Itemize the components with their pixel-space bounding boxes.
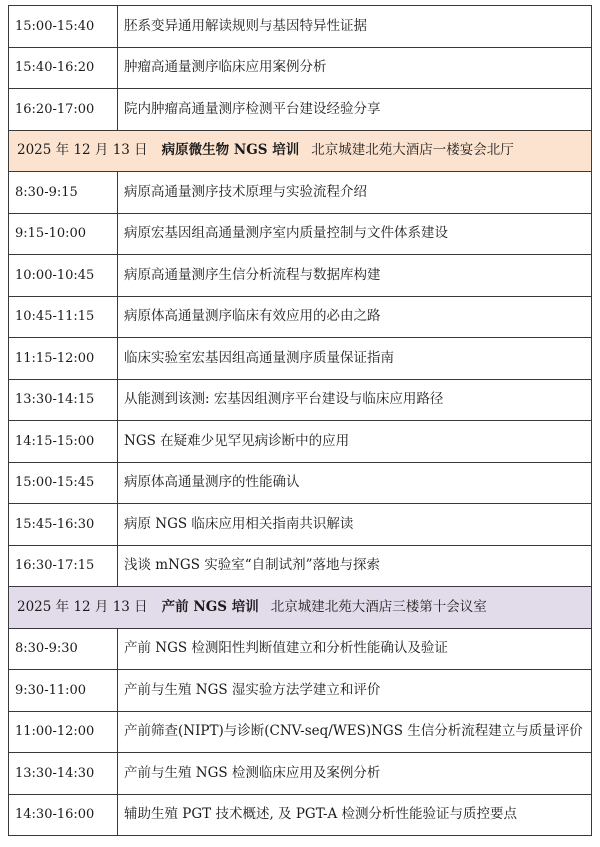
- session-topic: 病原高通量测序技术原理与实验流程介绍: [118, 172, 592, 214]
- session-time: 15:00-15:40: [9, 6, 118, 48]
- schedule-sheet: [8, 5, 592, 836]
- session-row: [9, 753, 592, 795]
- session-row: [9, 379, 592, 421]
- schedule-body: [9, 6, 592, 836]
- session-topic: 肿瘤高通量测序临床应用案例分析: [118, 47, 592, 89]
- session-row: [9, 6, 592, 48]
- session-topic: 产前与生殖 NGS 检测临床应用及案例分析: [118, 753, 592, 795]
- session-row: [9, 89, 592, 131]
- session-topic: 产前与生殖 NGS 湿实验方法学建立和评价: [118, 670, 592, 712]
- session-time: 14:30-16:00: [9, 794, 118, 836]
- session-row: [9, 255, 592, 297]
- section-venue: 北京城建北苑大酒店三楼第十会议室: [270, 598, 487, 615]
- session-topic: 病原宏基因组高通量测序室内质量控制与文件体系建设: [118, 213, 592, 255]
- session-time: 13:30-14:15: [9, 379, 118, 421]
- session-row: [9, 172, 592, 214]
- section-title: 病原微生物 NGS 培训: [161, 142, 300, 159]
- session-time: 10:00-10:45: [9, 255, 118, 297]
- session-time: 8:30-9:30: [9, 628, 118, 670]
- session-row: [9, 213, 592, 255]
- session-time: 11:15-12:00: [9, 338, 118, 380]
- session-topic: 病原 NGS 临床应用相关指南共识解读: [118, 504, 592, 546]
- section-date: 2025 年 12 月 13 日: [17, 598, 148, 615]
- session-topic: 从能测到该测: 宏基因组测序平台建设与临床应用路径: [118, 379, 592, 421]
- session-topic: 临床实验室宏基因组高通量测序质量保证指南: [118, 338, 592, 380]
- session-time: 11:00-12:00: [9, 711, 118, 753]
- session-row: [9, 670, 592, 712]
- session-time: 15:40-16:20: [9, 47, 118, 89]
- session-topic: 产前 NGS 检测阳性判断值建立和分析性能确认及验证: [118, 628, 592, 670]
- session-row: [9, 711, 592, 753]
- session-time: 8:30-9:15: [9, 172, 118, 214]
- session-topic: 病原高通量测序生信分析流程与数据库构建: [118, 255, 592, 297]
- session-topic: 浅谈 mNGS 实验室“自制试剂”落地与探索: [118, 545, 592, 587]
- session-row: [9, 462, 592, 504]
- session-topic: 辅助生殖 PGT 技术概述, 及 PGT-A 检测分析性能验证与质控要点: [118, 794, 592, 836]
- session-row: [9, 421, 592, 463]
- session-topic: 病原体高通量测序的性能确认: [118, 462, 592, 504]
- session-topic: 胚系变异通用解读规则与基因特异性证据: [118, 6, 592, 48]
- session-row: [9, 628, 592, 670]
- session-time: 9:30-11:00: [9, 670, 118, 712]
- section-date: 2025 年 12 月 13 日: [17, 142, 148, 159]
- session-row: [9, 794, 592, 836]
- session-topic: 产前筛查(NIPT)与诊断(CNV-seq/WES)NGS 生信分析流程建立与质量评价: [118, 711, 592, 753]
- section-header-cell: [9, 130, 592, 172]
- session-topic: NGS 在疑难少见罕见病诊断中的应用: [118, 421, 592, 463]
- schedule-table: [8, 5, 592, 836]
- session-row: [9, 338, 592, 380]
- session-row: [9, 47, 592, 89]
- section-title: 产前 NGS 培训: [161, 598, 259, 615]
- section-header-row: [9, 587, 592, 629]
- session-time: 14:15-15:00: [9, 421, 118, 463]
- session-topic: 病原体高通量测序临床有效应用的必由之路: [118, 296, 592, 338]
- session-time: 9:15-10:00: [9, 213, 118, 255]
- session-time: 15:45-16:30: [9, 504, 118, 546]
- session-time: 10:45-11:15: [9, 296, 118, 338]
- section-venue: 北京城建北苑大酒店一楼宴会北厅: [311, 142, 514, 159]
- session-time: 13:30-14:30: [9, 753, 118, 795]
- session-time: 16:20-17:00: [9, 89, 118, 131]
- session-row: [9, 545, 592, 587]
- section-header-cell: [9, 587, 592, 629]
- session-time: 15:00-15:45: [9, 462, 118, 504]
- section-header-row: [9, 130, 592, 172]
- session-topic: 院内肿瘤高通量测序检测平台建设经验分享: [118, 89, 592, 131]
- session-time: 16:30-17:15: [9, 545, 118, 587]
- session-row: [9, 296, 592, 338]
- session-row: [9, 504, 592, 546]
